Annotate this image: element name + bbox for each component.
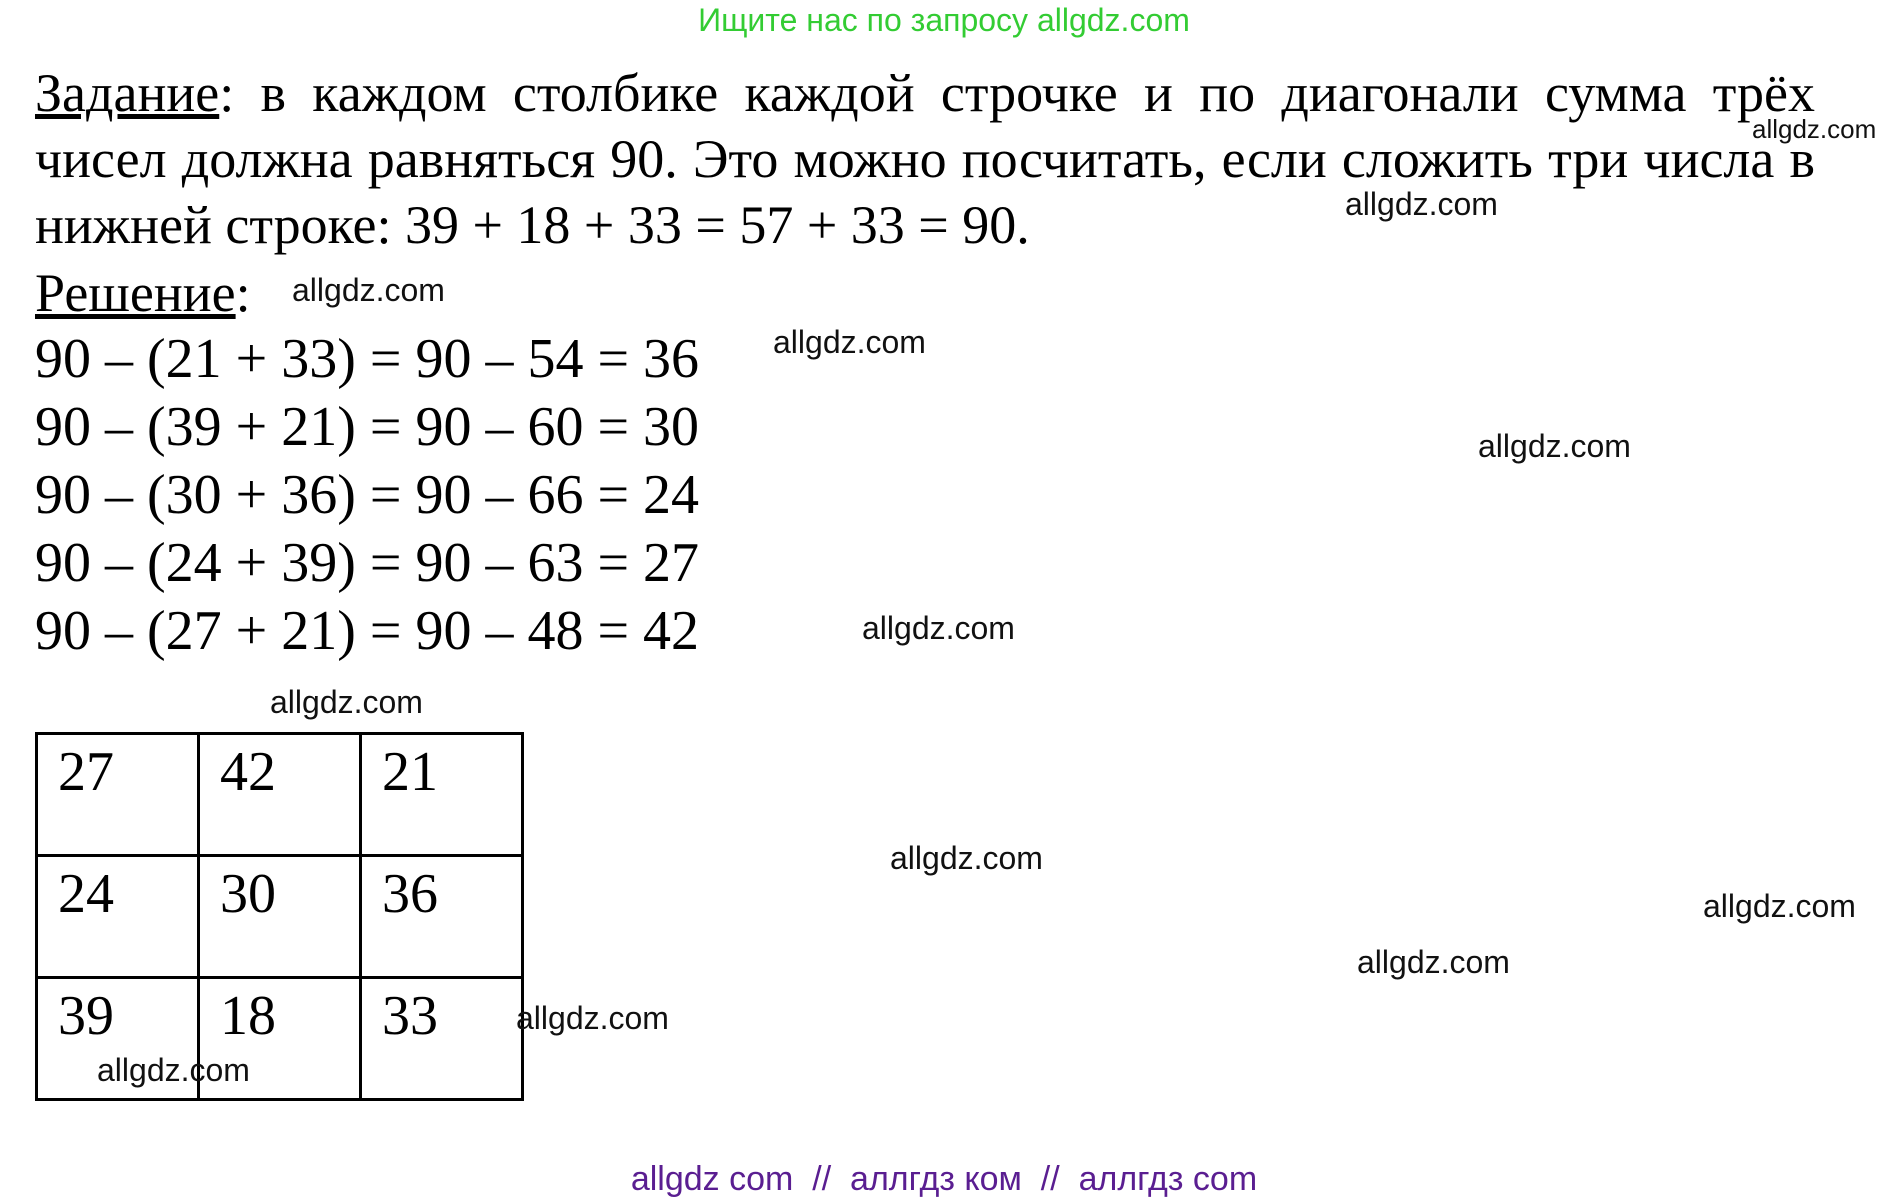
equation-line: 90 – (21 + 33) = 90 – 54 = 36	[35, 328, 700, 390]
watermark: allgdz.com	[292, 272, 445, 308]
watermark: allgdz.com	[97, 1052, 250, 1088]
watermark: allgdz.com	[773, 324, 926, 360]
solution-label: Решение	[35, 263, 236, 323]
grid-row	[37, 856, 523, 978]
grid-cell: 21	[361, 734, 523, 856]
watermark: allgdz.com	[1478, 428, 1631, 464]
equation-line: 90 – (24 + 39) = 90 – 63 = 27	[35, 532, 700, 594]
solution-heading	[35, 260, 251, 326]
equation-line: 90 – (39 + 21) = 90 – 60 = 30	[35, 396, 700, 458]
watermark: allgdz.com	[890, 840, 1043, 876]
watermark: allgdz.com	[516, 1000, 669, 1036]
grid-cell: 27	[37, 734, 199, 856]
grid-cell: 36	[361, 856, 523, 978]
grid-cell: 30	[199, 856, 361, 978]
task-body: : в каждом столбике каждой строчке и по диагонали сумма трёх чисел должна равняться 90. Это можно посчитать, если сложить три числа в нижней строке: 39 + 18 + 33 = 57 + 33 = 90.	[35, 63, 1815, 255]
footer-links: allgdz com // аллгдз ком // аллгдз com	[630, 1160, 1258, 1198]
equation-line: 90 – (27 + 21) = 90 – 48 = 42	[35, 600, 700, 662]
grid-cell: 18	[199, 978, 361, 1100]
watermark: allgdz.com	[1357, 944, 1510, 980]
watermark: allgdz.com	[862, 610, 1015, 646]
task-label: Задание	[35, 63, 220, 123]
task-text	[35, 60, 1815, 258]
grid-cell: 39	[37, 978, 199, 1100]
solution-colon: :	[235, 263, 251, 323]
grid-row	[37, 734, 523, 856]
magic-square	[35, 732, 524, 1101]
equation-line: 90 – (30 + 36) = 90 – 66 = 24	[35, 464, 700, 526]
watermark: allgdz.com	[1345, 186, 1498, 222]
watermark: allgdz.com	[1752, 114, 1877, 144]
watermark: allgdz.com	[270, 684, 423, 720]
grid-cell: 33	[361, 978, 523, 1100]
top-banner: Ищите нас по запросу allgdz.com	[698, 2, 1190, 38]
watermark: allgdz.com	[1703, 888, 1856, 924]
grid-cell: 42	[199, 734, 361, 856]
grid-cell: 24	[37, 856, 199, 978]
